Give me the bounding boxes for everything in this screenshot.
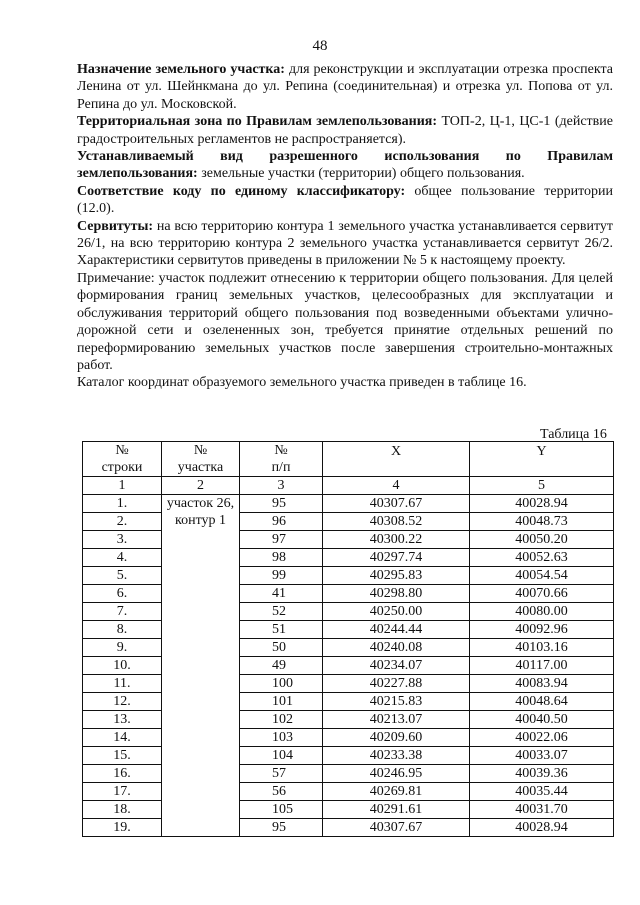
text-purpose: для реконструкции и эксплуатации отрезка проспекта Ленина от ул. Шейнкмана до ул. Репина (соединительная) и отрезка ул. Попова от ул. Репина до ул. Московской. [77, 62, 613, 112]
point-number-cell: 102 [240, 711, 323, 729]
coordinates-table [82, 441, 614, 837]
header-pp-no-line1: № [274, 443, 288, 458]
point-number-cell: 50 [240, 639, 323, 657]
point-number-cell: 104 [240, 747, 323, 765]
page-number: 48 [312, 38, 328, 54]
document-body [77, 61, 613, 392]
row-number-cell: 1. [83, 495, 162, 513]
row-number-cell: 7. [83, 603, 162, 621]
text-zone: ТОП-2, Ц-1, ЦС-1 (действие градостроительных регламентов не распространяется). [77, 114, 613, 147]
point-number-cell: 41 [240, 585, 323, 603]
header-row-no [83, 442, 162, 477]
text-servitudes: на всю территорию контура 1 земельного участка устанавливается сервитут 26/1, на всю территорию контура 2 земельного участка устанавливается сервитут 26/2. Характеристики сервитутов приведены в приложении № 5 к настоящему проекту. [77, 218, 613, 269]
row-number-cell: 12. [83, 693, 162, 711]
header-pp-no-line2: п/п [271, 460, 291, 475]
label-purpose: Назначение земельного участка: [77, 62, 285, 77]
point-number-cell: 105 [240, 801, 323, 819]
row-number-cell: 6. [83, 585, 162, 603]
text-usage: земельные участки (территории) общего пользования. [197, 166, 525, 182]
y-coordinate-cell: 40033.07 [470, 747, 614, 765]
y-coordinate-cell: 40035.44 [470, 783, 614, 801]
x-coordinate-cell: 40295.83 [323, 567, 470, 585]
paragraph-note: Примечание: участок подлежит отнесению к территории общего пользования. Для целей формирования границ земельных участков, целесообразных для эксплуатации и обслуживания территорий общего пользования под возведенными объектами улично-дорожной сети и озелененных зон, требуется принятие отдельных решений по переформированию земельных участков после завершения строительно-монтажных работ. [77, 270, 613, 373]
header-row [83, 442, 614, 477]
plot-label-line: контур 1 [174, 513, 227, 528]
x-coordinate-cell: 40307.67 [323, 819, 470, 837]
point-number-cell: 95 [240, 495, 323, 513]
y-coordinate-cell: 40070.66 [470, 585, 614, 603]
x-coordinate-cell: 40250.00 [323, 603, 470, 621]
point-number-cell: 56 [240, 783, 323, 801]
x-coordinate-cell: 40244.44 [323, 621, 470, 639]
y-coordinate-cell: 40048.73 [470, 513, 614, 531]
point-number-cell: 100 [240, 675, 323, 693]
paragraph-zone [77, 113, 613, 148]
header-x-label: X [390, 443, 402, 459]
column-number: 1 [83, 477, 162, 495]
y-coordinate-cell: 40039.36 [470, 765, 614, 783]
y-coordinate-cell: 40050.20 [470, 531, 614, 549]
x-coordinate-cell: 40307.67 [323, 495, 470, 513]
header-pp-no [240, 442, 323, 477]
label-servitudes: Сервитуты: [77, 218, 154, 234]
x-coordinate-cell: 40297.74 [323, 549, 470, 567]
y-coordinate-cell: 40054.54 [470, 567, 614, 585]
point-number-cell: 98 [240, 549, 323, 567]
label-code: Соответствие коду по единому классификатору: [77, 183, 406, 199]
y-coordinate-cell: 40028.94 [470, 819, 614, 837]
point-number-cell: 52 [240, 603, 323, 621]
row-number-cell: 17. [83, 783, 162, 801]
row-number-cell: 16. [83, 765, 162, 783]
plot-cell [162, 495, 240, 837]
point-number-cell: 95 [240, 819, 323, 837]
y-coordinate-cell: 40080.00 [470, 603, 614, 621]
header-plot-no [162, 442, 240, 477]
y-coordinate-cell: 40103.16 [470, 639, 614, 657]
row-number-cell: 9. [83, 639, 162, 657]
y-coordinate-cell: 40092.96 [470, 621, 614, 639]
row-number-cell: 4. [83, 549, 162, 567]
x-coordinate-cell: 40233.38 [323, 747, 470, 765]
y-coordinate-cell: 40031.70 [470, 801, 614, 819]
header-row-no-line1: № [115, 443, 129, 458]
y-coordinate-cell: 40117.00 [470, 657, 614, 675]
y-coordinate-cell: 40022.06 [470, 729, 614, 747]
point-number-cell: 96 [240, 513, 323, 531]
row-number-cell: 10. [83, 657, 162, 675]
text-code: общее пользование территории (12.0). [77, 183, 613, 217]
table-row [83, 495, 614, 513]
paragraph-purpose [77, 61, 613, 113]
column-number: 2 [162, 477, 240, 495]
point-number-cell: 57 [240, 765, 323, 783]
header-plot-no-line1: № [193, 443, 208, 458]
header-y-label: Y [536, 443, 547, 459]
label-zone: Территориальная зона по Правилам землепользования: [77, 114, 438, 130]
x-coordinate-cell: 40240.08 [323, 639, 470, 657]
column-number: 5 [470, 477, 614, 495]
row-number-cell: 13. [83, 711, 162, 729]
coordinates-table-body [83, 495, 614, 837]
x-coordinate-cell: 40291.61 [323, 801, 470, 819]
plot-label-line: участок 26, [166, 496, 235, 511]
row-number-cell: 3. [83, 531, 162, 549]
point-number-cell: 101 [240, 693, 323, 711]
row-number-cell: 11. [83, 675, 162, 693]
column-number: 3 [240, 477, 323, 495]
column-number-row [83, 477, 614, 495]
paragraph-catalog: Каталог координат образуемого земельного участка приведен в таблице 16. [77, 375, 527, 391]
point-number-cell: 99 [240, 567, 323, 585]
row-number-cell: 8. [83, 621, 162, 639]
label-usage: Устанавливаемый вид разрешенного использования по Правилам землепользования: [77, 149, 613, 182]
x-coordinate-cell: 40234.07 [323, 657, 470, 675]
y-coordinate-cell: 40083.94 [470, 675, 614, 693]
row-number-cell: 2. [83, 513, 162, 531]
paragraph-code [77, 183, 613, 218]
row-number-cell: 15. [83, 747, 162, 765]
x-coordinate-cell: 40209.60 [323, 729, 470, 747]
x-coordinate-cell: 40215.83 [323, 693, 470, 711]
column-number: 4 [323, 477, 470, 495]
y-coordinate-cell: 40040.50 [470, 711, 614, 729]
point-number-cell: 51 [240, 621, 323, 639]
header-x [323, 442, 470, 477]
row-number-cell: 19. [83, 819, 162, 837]
x-coordinate-cell: 40308.52 [323, 513, 470, 531]
x-coordinate-cell: 40246.95 [323, 765, 470, 783]
y-coordinate-cell: 40048.64 [470, 693, 614, 711]
y-coordinate-cell: 40028.94 [470, 495, 614, 513]
header-row-no-line2: строки [101, 460, 143, 475]
row-number-cell: 18. [83, 801, 162, 819]
x-coordinate-cell: 40227.88 [323, 675, 470, 693]
paragraph-servitudes [77, 218, 613, 270]
header-plot-no-line2: участка [177, 460, 224, 475]
paragraph-usage [77, 148, 613, 183]
x-coordinate-cell: 40269.81 [323, 783, 470, 801]
point-number-cell: 49 [240, 657, 323, 675]
row-number-cell: 5. [83, 567, 162, 585]
x-coordinate-cell: 40300.22 [323, 531, 470, 549]
table-caption: Таблица 16 [540, 427, 607, 442]
point-number-cell: 103 [240, 729, 323, 747]
row-number-cell: 14. [83, 729, 162, 747]
header-y [470, 442, 614, 477]
y-coordinate-cell: 40052.63 [470, 549, 614, 567]
x-coordinate-cell: 40298.80 [323, 585, 470, 603]
x-coordinate-cell: 40213.07 [323, 711, 470, 729]
point-number-cell: 97 [240, 531, 323, 549]
